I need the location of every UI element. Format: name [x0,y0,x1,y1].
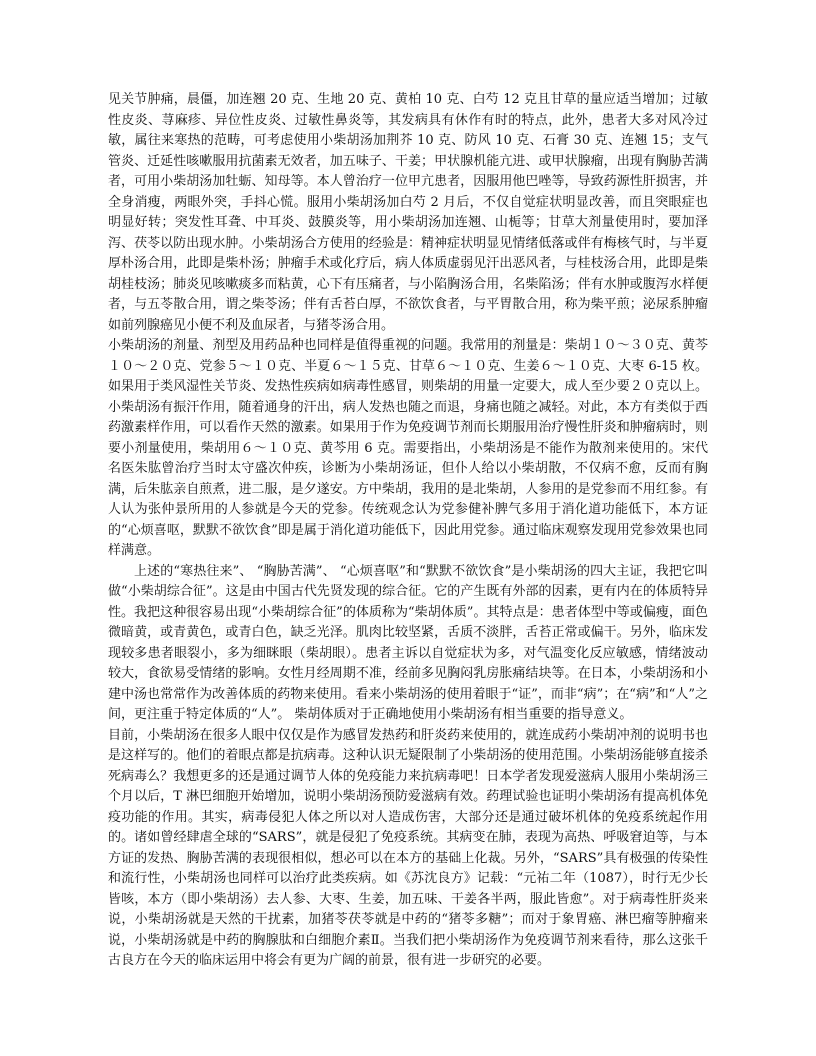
document-body [108,90,708,972]
paragraph-syndrome: 上述的“寒热往来”、 “胸胁苦满”、 “心烦喜呕”和“默默不欲饮食”是小柴胡汤的四大主证，我把它叫做“小柴胡综合征”。这是由中国古代先贤发现的综合征。它的产生既有外部的因素，更有内在的体质特异性。我把这种很容易出现“小柴胡综合征”的体质称为“柴胡体质”。其特点是：患者体型中等或偏瘦，面色微暗黄，或青黄色，或青白色，缺乏光泽。肌肉比较坚紧，舌质不淡胖，舌苔正常或偏干。另外，临床发现较多患者眼裂小，多为细眯眼（柴胡眼）。患者主诉以自觉症状为多，对气温变化反应敏感，情绪波动较大，食欲易受情绪的影响。女性月经周期不准，经前多见胸闷乳房胀痛结块等。在日本，小柴胡汤和小建中汤也常常作为改善体质的药物来使用。看来小柴胡汤的使用着眼于“证”，而非“病”；在“病”和“人”之间，更注重于特定体质的“人”。 柴胡体质对于正确地使用小柴胡汤有相当重要的指导意义。 [108,563,708,722]
paragraph-dosage: 小柴胡汤的剂量、剂型及用药品种也同样是值得重视的问题。我常用的剂量是：柴胡１０～３０克、黄芩１０～２０克、党参５～１０克、半夏６～１５克、甘草６～１０克、生姜６～１０克、大枣 6-15 枚。如果用于类风湿性关节炎、发热性疾病如病毒性感冒，则柴胡的用量一定要大，成人至少要２０克以上。小柴胡汤有振汗作用，随着通身的汗出，病人发热也随之而退，身痛也随之减轻。对此，本方有类似于西药激素样作用，可以看作天然的激素。如果用于作为免疫调节剂而长期服用治疗慢性肝炎和肿瘤病时，则要小剂量使用，柴胡用６～１０克、黄芩用 6 克。需要指出，小柴胡汤是不能作为散剂来使用的。宋代名医朱肱曾治疗当时太守盛次仲疾，诊断为小柴胡汤证，但仆人给以小柴胡散，不仅病不愈，反而有胸满，后朱肱亲自煎煮，进二服，是夕遂安。方中柴胡，我用的是北柴胡，人参用的是党参而不用红参。有人认为张仲景所用的人参就是今天的党参。传统观念认为党参健补脾气多用于消化道功能低下，本方证的“心烦喜呕，默默不欲饮食”即是属于消化道功能低下，因此用党参。通过临床观察发现用党参效果也同样满意。 [108,338,708,558]
paragraph-immunity: 目前，小柴胡汤在很多人眼中仅仅是作为感冒发热药和肝炎药来使用的，就连成药小柴胡冲剂的说明书也是这样写的。他们的着眼点都是抗病毒。这种认识无疑限制了小柴胡汤的使用范围。小柴胡汤能够直接杀死病毒么？我想更多的还是通过调节人体的免疫能力来抗病毒吧！日本学者发现爱滋病人服用小柴胡汤三个月以后，T 淋巴细胞开始增加，说明小柴胡汤预防爱滋病有效。药理试验也证明小柴胡汤有提高机体免疫功能的作用。其实，病毒侵犯人体之所以对人造成伤害，大部分还是通过破坏机体的免疫系统起作用的。诸如曾经肆虐全球的“SARS”，就是侵犯了免疫系统。其病变在肺，表现为高热、呼吸窘迫等，与本方证的发热、胸胁苦满的表现很相似，想必可以在本方的基础上化裁。另外，“SARS”具有极强的传染性和流行性，小柴胡汤也同样可以治疗此类疾病。如《苏沈良方》记载：“元祐二年（1087），时行无少长皆咳，本方（即小柴胡汤）去人参、大枣、生姜，加五味、干姜各半两，服此皆愈”。对于病毒性肝炎来说，小柴胡汤就是天然的干扰素，加猪苓茯苓就是中药的“猪苓多糖”；而对于象胃癌、淋巴瘤等肿瘤来说，小柴胡汤就是中药的胸腺肽和白细胞介素Ⅱ。当我们把小柴胡汤作为免疫调节剂来看待，那么这张千古良方在今天的临床运用中将会有更为广阔的前景，很有进一步研究的必要。 [108,727,708,968]
paragraph-combined-use: 见关节肿痛，晨僵，加连翘 20 克、生地 20 克、黄柏 10 克、白芍 12 克且甘草的量应适当增加；过敏性皮炎、荨麻疹、异位性皮炎、过敏性鼻炎等，其发病具有休作有时的特点，此外，患者大多对风冷过敏，属往来寒热的范畴，可考虑使用小柴胡汤加荆芥 10 克、防风 10 克、石膏 30 克、连翘 15；支气管炎、迁延性咳嗽服用抗菌素无效者，加五味子、干姜；甲状腺机能亢进、或甲状腺瘤，出现有胸胁苦满者，可用小柴胡汤加牡蛎、知母等。本人曾治疗一位甲亢患者，因服用他巴唑等，导致药源性肝损害，并全身消瘦，两眼外突，手抖心慌。服用小柴胡汤加白芍 2 月后，不仅自觉症状明显改善，而且突眼症也明显好转；突发性耳聋、中耳炎、鼓膜炎等，用小柴胡汤加连翘、山栀等；甘草大剂量使用时，要加泽泻、茯苓以防出现水肿。小柴胡汤合方使用的经验是：精神症状明显见情绪低落或伴有梅核气时，与半夏厚朴汤合用，此即是柴朴汤；肿瘤手术或化疗后，病人体质虚弱见汗出恶风者，与桂枝汤合用，此即是柴胡桂枝汤；肺炎见咳嗽痰多而粘黄，心下有压痛者，与小陷胸汤合用，名柴陷汤；伴有水肿或腹泻水样便者，与五苓散合用，谓之柴苓汤；伴有舌苔白厚，不欲饮食者，与平胃散合用，称为柴平煎；泌尿系肿瘤如前列腺癌见小便不利及血尿者，与猪苓汤合用。 [108,92,708,333]
